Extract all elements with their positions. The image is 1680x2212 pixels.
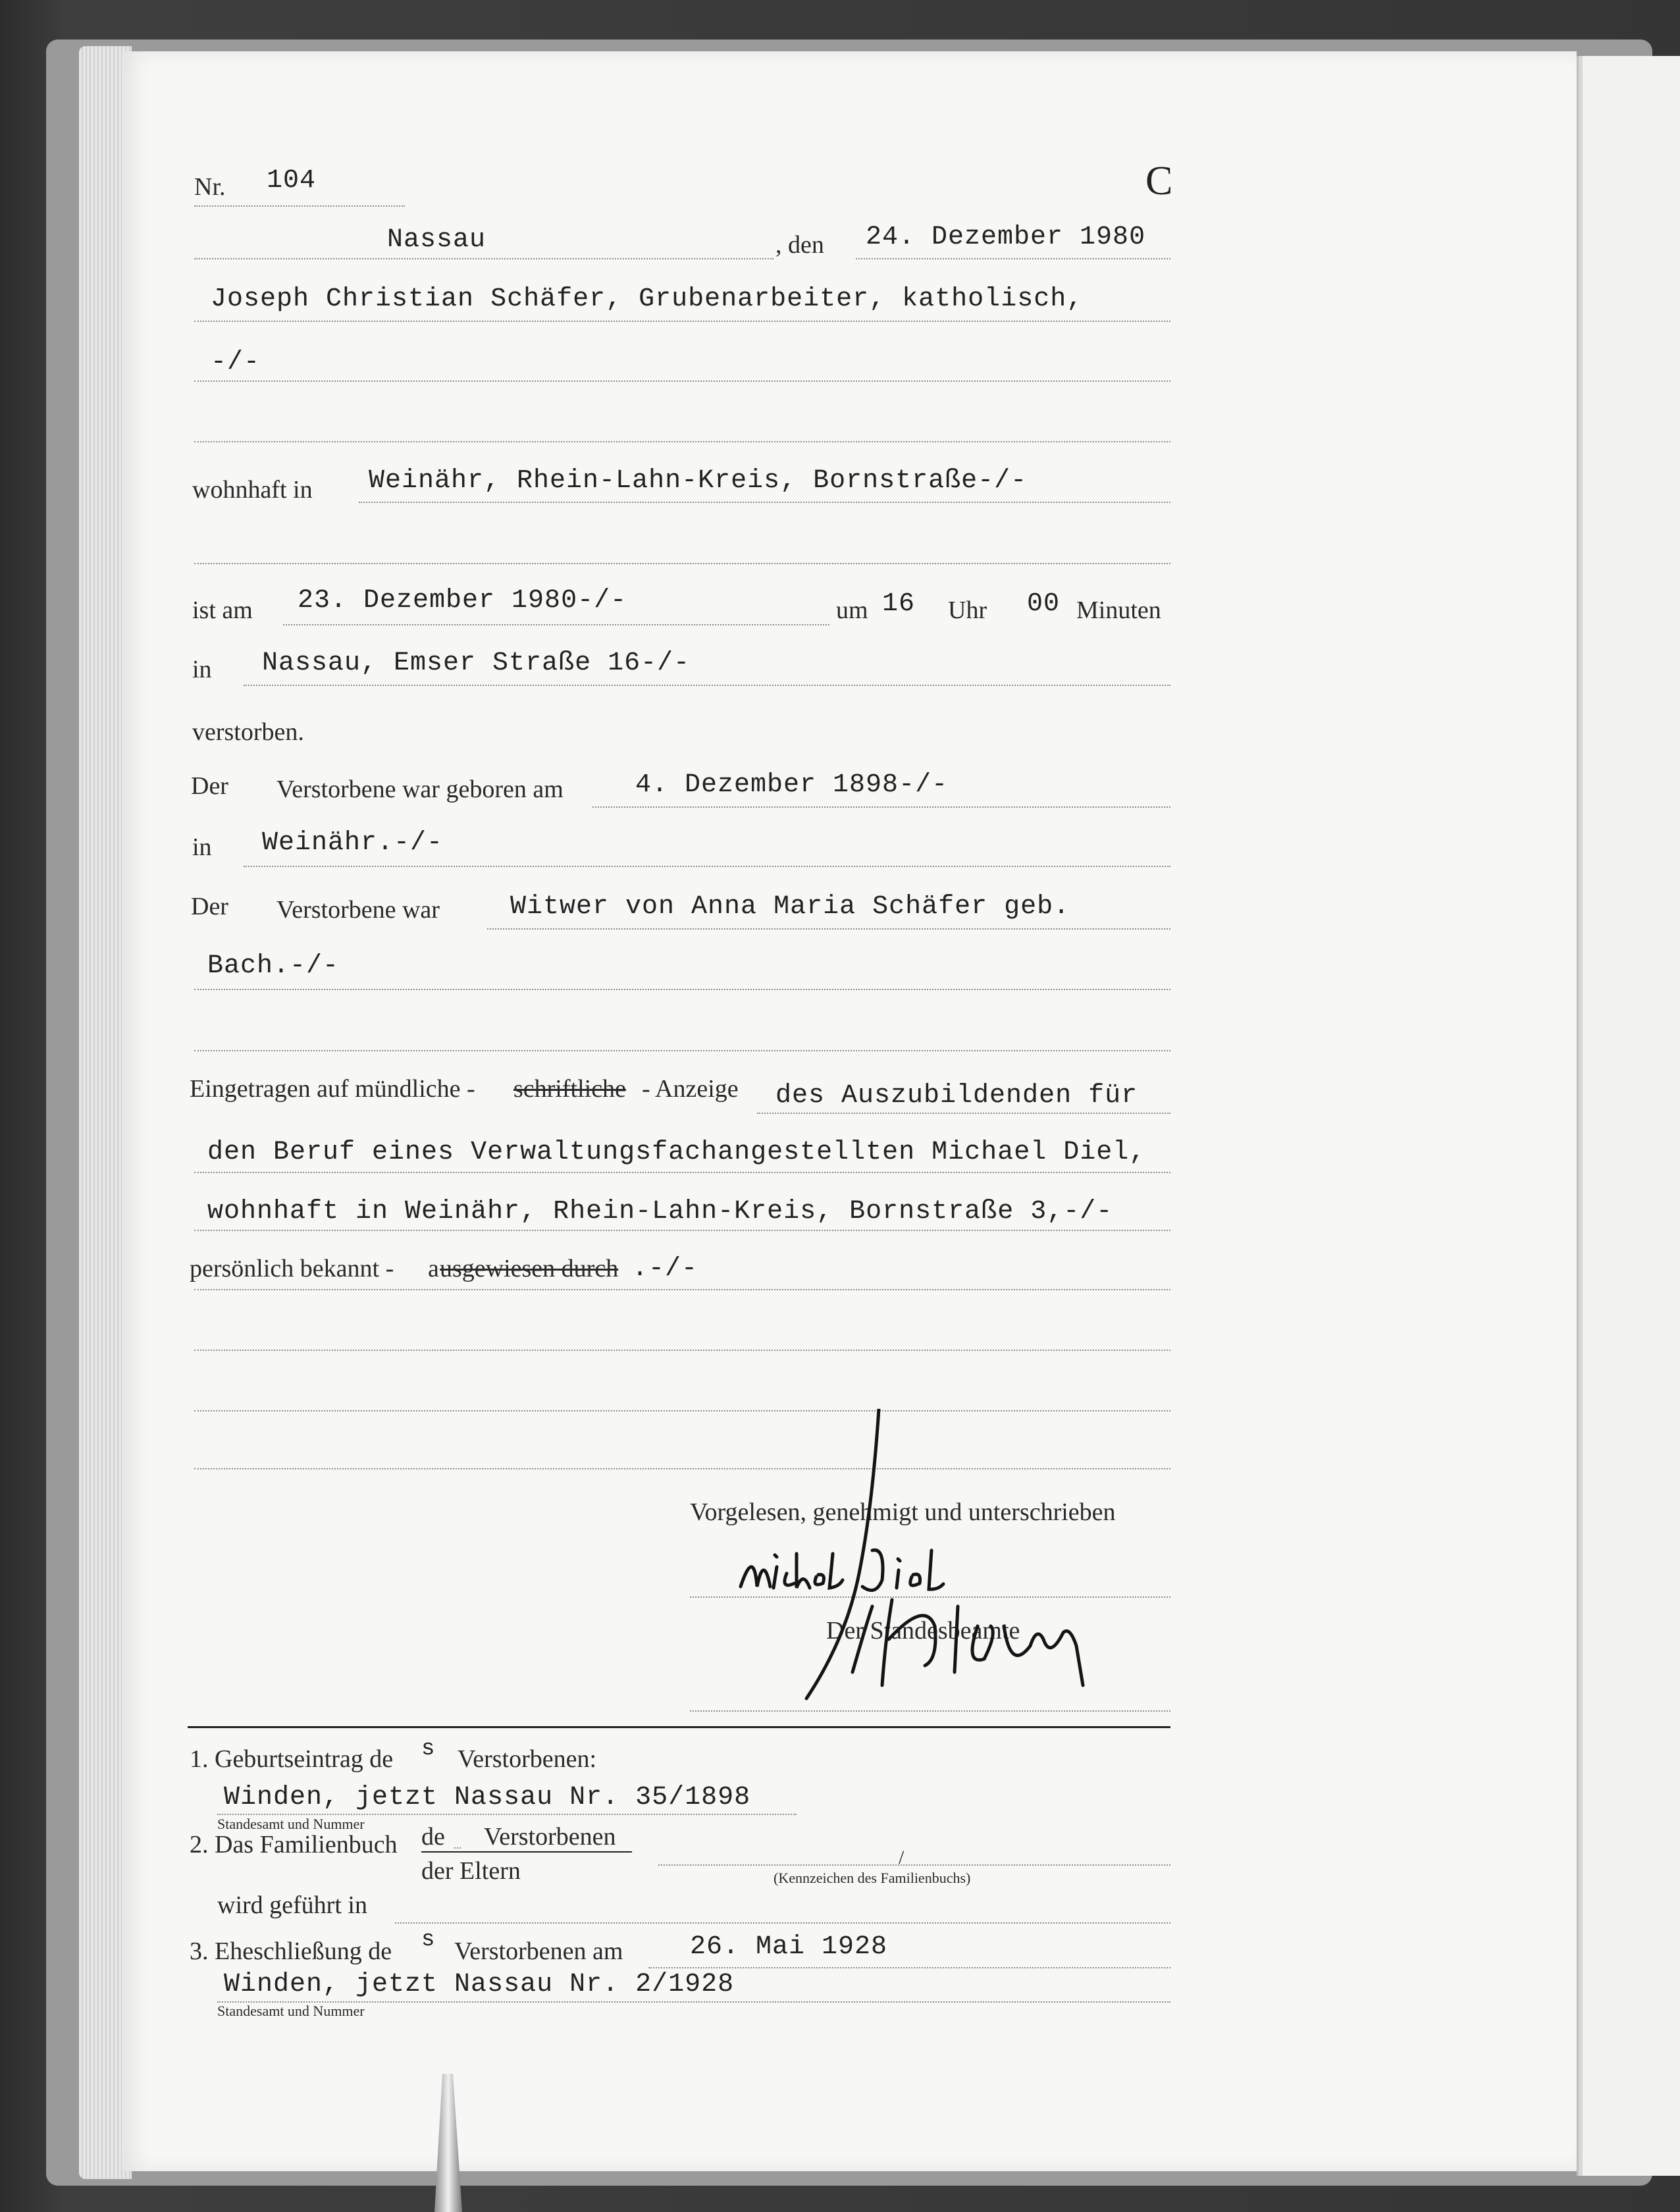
blank-line-4 xyxy=(194,1350,1170,1351)
war-label: Verstorbene war xyxy=(276,896,440,924)
facing-page xyxy=(1579,56,1680,2176)
name-underline-2 xyxy=(194,381,1170,382)
blank-line-2 xyxy=(194,563,1170,564)
name-underline-1 xyxy=(194,321,1170,322)
nr-line xyxy=(194,205,405,207)
anzeige-label: - Anzeige xyxy=(642,1075,739,1103)
birth-place-line xyxy=(244,866,1170,867)
marital-line-2: Bach.-/- xyxy=(207,951,340,981)
marital-underline-2 xyxy=(194,989,1170,990)
bekannt-suffix: .-/- xyxy=(632,1254,698,1284)
uhr-label: Uhr xyxy=(948,596,987,624)
date-value: 24. Dezember 1980 xyxy=(866,223,1146,252)
ist-am-label: ist am xyxy=(192,596,253,624)
marital-line-1: Witwer von Anna Maria Schäfer geb. xyxy=(510,892,1070,922)
item2-line xyxy=(658,1864,1170,1866)
item1-suffix: Verstorbenen: xyxy=(458,1745,597,1773)
born-label: Verstorbene war geboren am xyxy=(276,776,564,803)
verstorben-label: verstorben. xyxy=(192,718,304,746)
in-label: in xyxy=(192,656,212,683)
informant-line-3: wohnhaft in Weinähr, Rhein-Lahn-Kreis, Bornstraße 3,-/- xyxy=(207,1197,1113,1226)
place-line xyxy=(194,258,774,259)
ausgewiesen-label: usgewiesen durch xyxy=(440,1255,619,1282)
gefuehrt-label: wird geführt in xyxy=(217,1891,367,1919)
wohnhaft-label: wohnhaft in xyxy=(192,476,313,504)
item1-s: s xyxy=(421,1737,436,1762)
name-line-2: -/- xyxy=(211,348,261,377)
der-label-1: Der xyxy=(191,772,228,800)
item3-suffix: Verstorbenen am xyxy=(454,1937,623,1965)
item2-label: 2. Das Familienbuch xyxy=(190,1831,398,1858)
informant-line-2: den Beruf eines Verwaltungsfachangestellten Michael Diel, xyxy=(207,1138,1146,1167)
ausgewiesen-prefix: a xyxy=(428,1255,439,1282)
registrar-signature-line xyxy=(690,1710,1170,1712)
death-date-line xyxy=(283,624,829,625)
birth-place: Weinähr.-/- xyxy=(262,828,444,858)
hour-value: 16 xyxy=(882,589,916,619)
birth-date: 4. Dezember 1898-/- xyxy=(635,770,949,800)
item3-date-line xyxy=(648,1967,1170,1968)
der-label-2: Der xyxy=(191,893,228,920)
item3-label: 3. Eheschließung de xyxy=(190,1937,392,1965)
minuten-label: Minuten xyxy=(1076,596,1161,624)
death-date: 23. Dezember 1980-/- xyxy=(298,586,627,616)
bekannt-line xyxy=(194,1289,1170,1290)
blank-line-3 xyxy=(194,1050,1170,1051)
in-label-2: in xyxy=(192,833,212,861)
standesamt-label-2: Standesamt und Nummer xyxy=(217,2003,365,2019)
informant-underline-2 xyxy=(194,1172,1170,1173)
nr-label: Nr. xyxy=(194,173,226,201)
informant-underline-3 xyxy=(194,1230,1170,1231)
wohnhaft-line xyxy=(359,502,1170,503)
item2-de: de xyxy=(421,1823,445,1851)
register-letter: C xyxy=(1145,159,1173,203)
item3-date: 26. Mai 1928 xyxy=(690,1932,888,1962)
item3-s: s xyxy=(421,1928,436,1953)
item1-label: 1. Geburtseintrag de xyxy=(190,1745,394,1773)
registrar-signature xyxy=(793,1409,1162,1712)
wohnhaft-value: Weinähr, Rhein-Lahn-Kreis, Bornstraße-/- xyxy=(369,466,1028,496)
item2-eltern: der Eltern xyxy=(421,1857,521,1885)
footer-rule xyxy=(188,1726,1170,1728)
blank-line-1 xyxy=(194,441,1170,442)
vorgelesen-text: Vorgelesen, genehmigt und unterschrieben xyxy=(690,1498,1116,1526)
kennzeichen-label: (Kennzeichen des Familienbuchs) xyxy=(774,1870,971,1886)
standesamt-label-1: Standesamt und Nummer xyxy=(217,1816,365,1832)
informant-underline-1 xyxy=(757,1113,1170,1114)
name-line-1: Joseph Christian Schäfer, Grubenarbeiter, katholisch, xyxy=(211,284,1084,314)
item2-fraction-rule xyxy=(421,1851,632,1853)
informant-line-1: des Auszubildenden für xyxy=(775,1081,1138,1111)
um-label: um xyxy=(836,596,868,624)
gefuehrt-line xyxy=(395,1922,1170,1924)
item1-value: Winden, jetzt Nassau Nr. 35/1898 xyxy=(224,1783,751,1812)
den-label: , den xyxy=(775,231,824,259)
eingetragen-label: Eingetragen auf mündliche - xyxy=(190,1075,475,1103)
birth-date-line xyxy=(592,806,1170,808)
nr-value: 104 xyxy=(267,166,317,196)
pen-icon xyxy=(428,2074,467,2212)
item1-line xyxy=(217,1814,797,1815)
minute-value: 00 xyxy=(1027,589,1061,619)
item2-verstorbenen: Verstorbenen xyxy=(484,1823,616,1851)
marital-underline-1 xyxy=(487,928,1170,930)
standesbeamte-label: Der Standesbeamte xyxy=(826,1617,1020,1645)
date-line xyxy=(856,258,1170,259)
death-place-line xyxy=(244,685,1170,686)
place-value: Nassau xyxy=(387,225,486,255)
schriftliche-label: schriftliche xyxy=(513,1075,626,1103)
bekannt-label: persönlich bekannt - xyxy=(190,1255,394,1282)
item3-value: Winden, jetzt Nassau Nr. 2/1928 xyxy=(224,1970,735,1999)
death-place: Nassau, Emser Straße 16-/- xyxy=(262,648,691,678)
item2-de-line xyxy=(454,1847,461,1849)
item2-slash: / xyxy=(899,1847,905,1868)
